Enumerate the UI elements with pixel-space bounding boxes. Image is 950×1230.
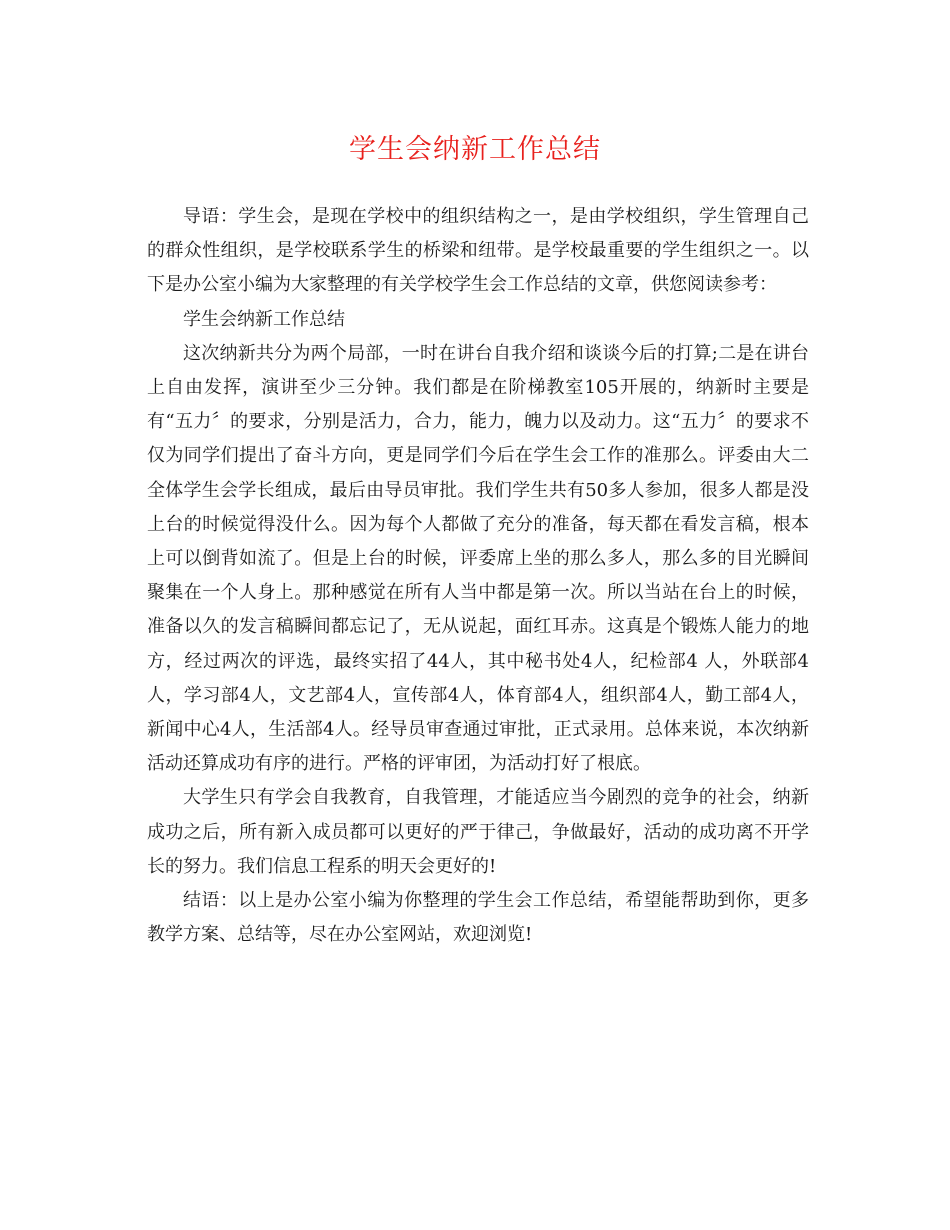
document-body (147, 200, 809, 952)
reflection-paragraph: 大学生只有学会自我教育，自我管理，才能适应当今剧烈的竞争的社会，纳新成功之后，所有新入成员都可以更好的严于律己，争做最好，活动的成功离不开学长的努力。我们信息工程系的明天会更好的! (147, 787, 809, 877)
section-heading: 学生会纳新工作总结 (183, 308, 345, 330)
main-paragraph: 这次纳新共分为两个局部，一时在讲台自我介绍和谈谈今后的打算;二是在讲台上自由发挥，演讲至少三分钟。我们都是在阶梯教室105开展的，纳新时主要是有“五力〞的要求，分别是活力，合力，能力，魄力以及动力。这“五力〞的要求不仅为同学们提出了奋斗方向，更是同学们今后在学生会工作的准那么。评委由大二全体学生会学长组成，最后由导员审批。我们学生共有50多人参加，很多人都是没上台的时候觉得没什么。因为每个人都做了充分的准备，每天都在看发言稿，根本上可以倒背如流了。但是上台的时候，评委席上坐的那么多人，那么多的目光瞬间聚集在一个人身上。那种感觉在所有人当中都是第一次。所以当站在台上的时候，准备以久的发言稿瞬间都忘记了，无从说起，面红耳赤。这真是个锻炼人能力的地方，经过两次的评选，最终实招了44人，其中秘书处4人，纪检部4 人，外联部4人，学习部4人，文艺部4人，宣传部4人，体育部4人，组织部4人，勤工部4人，新闻中心4人，生活部4人。经导员审查通过审批，正式录用。总体来说，本次纳新活动还算成功有序的进行。严格的评审团，为活动打好了根底。 (147, 342, 809, 775)
closing-paragraph: 结语：以上是办公室小编为你整理的学生会工作总结，希望能帮助到你，更多教学方案、总结等，尽在办公室网站，欢迎浏览! (147, 890, 809, 946)
intro-paragraph: 导语：学生会，是现在学校中的组织结构之一，是由学校组织，学生管理自己的群众性组织，是学校联系学生的桥梁和纽带。是学校最重要的学生组织之一。以下是办公室小编为大家整理的有关学校学生会工作总结的文章，供您阅读参考： (147, 206, 809, 296)
document-title: 学生会纳新工作总结 (349, 134, 601, 165)
